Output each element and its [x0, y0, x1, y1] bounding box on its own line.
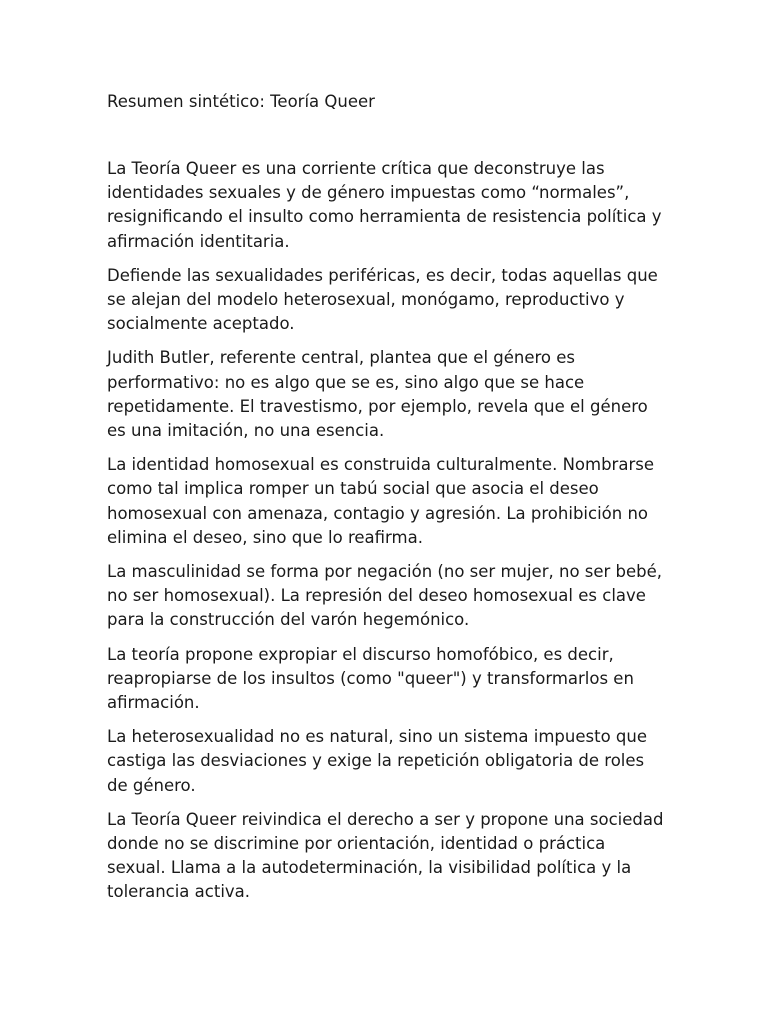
paragraph-5: La masculinidad se forma por negación (no ser mujer, no ser bebé, no ser homosexual). La represión del deseo homosexual es clave para la construcción del varón hegemónico.: [107, 562, 663, 630]
paragraph-4: La identidad homosexual es construida culturalmente. Nombrarse como tal implica romper un tabú social que asocia el deseo homosexual con amenaza, contagio y agresión. La prohibición no elimina el deseo, sino que lo reafirma.: [107, 455, 654, 547]
paragraph-6: La teoría propone expropiar el discurso homofóbico, es decir, reapropiarse de los insultos (como "queer") y transformarlos en afirmación.: [107, 644, 634, 713]
paragraph-7: La heterosexualidad no es natural, sino un sistema impuesto que castiga las desviaciones y exige la repetición obligatoria de roles de género.: [107, 727, 648, 795]
document-title: Resumen sintético: Teoría Queer: [107, 92, 375, 111]
paragraph-2: Defiende las sexualidades periféricas, es decir, todas aquellas que se alejan del modelo heterosexual, monógamo, reproductivo y socialmente aceptado.: [107, 265, 658, 334]
paragraph-3: Judith Butler, referente central, plantea que el género es performativo: no es algo que se es, sino algo que se hace repetidamente. El travestismo, por ejemplo, revela que el género es una imitación, no una esencia.: [107, 348, 648, 441]
document-body: [107, 157, 667, 915]
paragraph-1: La Teoría Queer es una corriente crítica que deconstruye las identidades sexuales y de género impuestas como “normales”, resignificando el insulto como herramienta de resistencia política y afirmación identitaria.: [107, 159, 662, 251]
paragraph-8: La Teoría Queer reivindica el derecho a ser y propone una sociedad donde no se discrimine por orientación, identidad o práctica sexual. Llama a la autodeterminación, la visibilidad política y la tolerancia activa.: [107, 809, 664, 902]
